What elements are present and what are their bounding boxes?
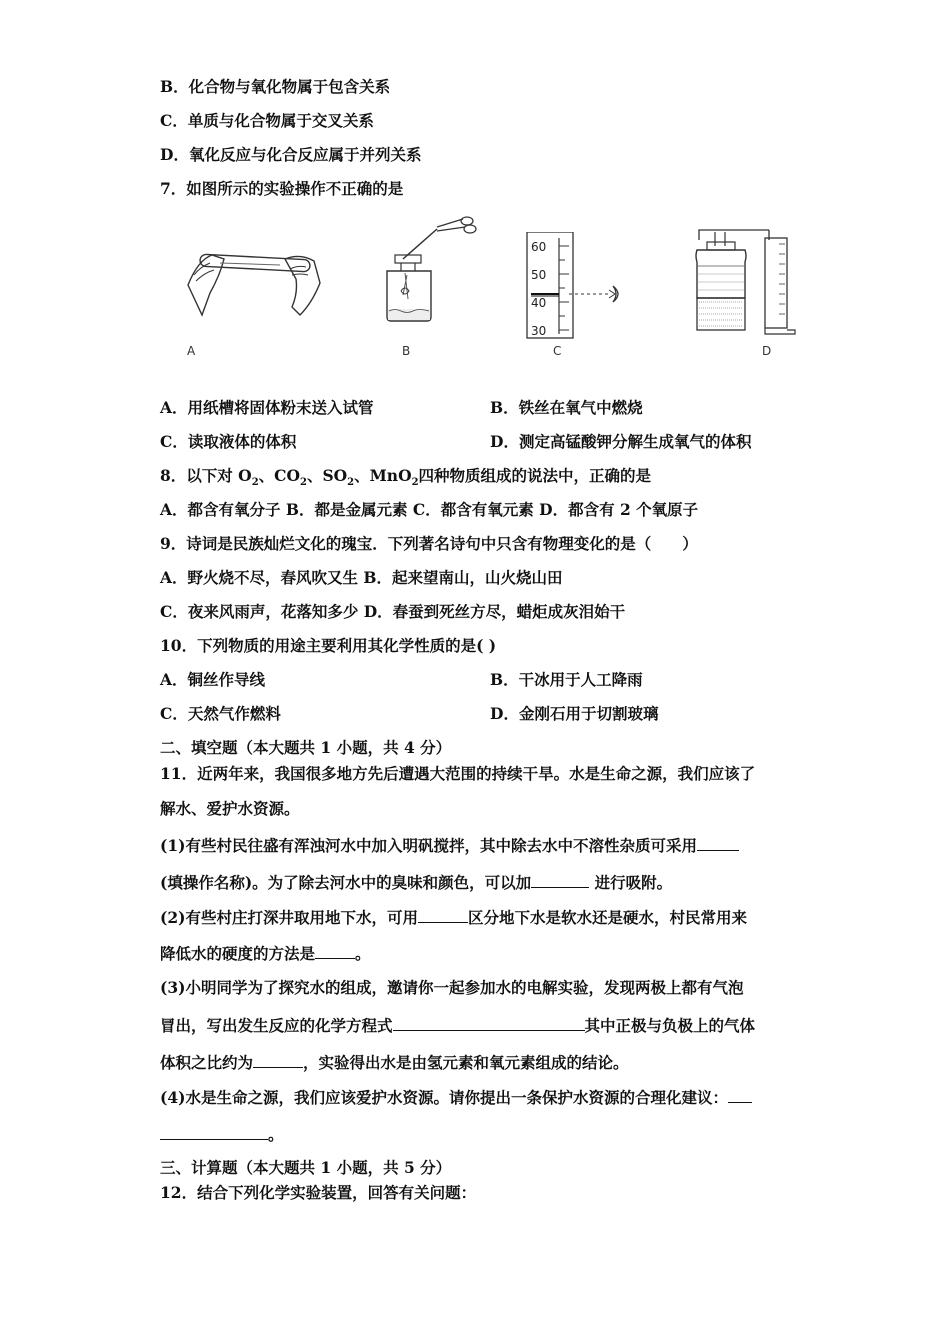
section-2-heading: 二、填空题（本大题共 1 小题，共 4 分） [160, 738, 452, 757]
q9-options-cd: C．夜来风雨声，花落知多少 D．春蚕到死丝方尽，蜡炬成灰泪始干 [160, 602, 626, 621]
q11-part1-line1: (1)有些村民往盛有浑浊河水中加入明矾搅拌，其中除去水中不溶性杂质可采用 [160, 835, 739, 856]
q11-part1-line2: (填操作名称)。为了除去河水中的臭味和颜色，可以加 进行吸附。 [160, 873, 673, 892]
blank-adsorbent[interactable] [531, 872, 589, 888]
q10-option-c: C．天然气作燃料 [160, 704, 281, 723]
blank-softening-method[interactable] [315, 943, 355, 959]
figure-a-paper-trough [180, 215, 330, 335]
q6-option-b: B．化合物与氧化物属于包含关系 [160, 77, 391, 96]
q10-option-b: B．干冰用于人工降雨 [490, 670, 643, 689]
q11-part2-line2: 降低水的硬度的方法是 。 [160, 944, 371, 963]
figure-label-b: B [402, 344, 411, 358]
q8-stem: 8．以下对 $O_2$、$CO_2$、$SO_2$、MnO$_2$四种物质组成的说法中，正确的是 [160, 466, 652, 489]
tick-50: 50 [531, 268, 547, 282]
q6-option-c: C．单质与化合物属于交叉关系 [160, 111, 374, 130]
tick-30: 30 [531, 324, 547, 338]
figure-label-d: D [762, 344, 772, 358]
q7-option-d: D．测定高锰酸钾分解生成氧气的体积 [490, 432, 752, 451]
q10-option-d: D．金刚石用于切割玻璃 [490, 704, 659, 723]
q12-stem: 12．结合下列化学实验装置，回答有关问题： [160, 1183, 477, 1202]
figure-c-graduated-cylinder [525, 232, 635, 342]
tick-40: 40 [531, 296, 547, 310]
q11-stem-line2: 解水、爱护水资源。 [160, 799, 300, 818]
q10-stem: 10．下列物质的用途主要利用其化学性质的是( ) [160, 636, 497, 655]
q11-part3-line3: 体积之比约为 ，实验得出水是由氢元素和氧元素组成的结论。 [160, 1053, 629, 1072]
blank-volume-ratio[interactable] [253, 1052, 303, 1068]
figure-d-gas-volume-apparatus [685, 226, 800, 338]
blank-chemical-equation[interactable] [393, 1015, 585, 1031]
q11-part4-line2: 。 [160, 1124, 284, 1145]
q9-stem: 9．诗词是民族灿烂文化的瑰宝．下列著名诗句中只含有物理变化的是（ ） [160, 534, 698, 553]
q10-option-a: A．铜丝作导线 [160, 670, 266, 689]
figure-label-a: A [187, 344, 196, 358]
q8-options: A．都含有氧分子 B．都是金属元素 C．都含有氧元素 D．都含有 2 个氧原子 [160, 500, 699, 519]
q11-part4-line1: (4)水是生命之源，我们应该爱护水资源。请你提出一条保护水资源的合理化建议： [160, 1087, 752, 1108]
q11-part3-line2: 冒出，写出发生反应的化学方程式 其中正极与负极上的气体 [160, 1016, 756, 1035]
q7-option-b: B．铁丝在氧气中燃烧 [490, 398, 643, 417]
figure-label-c: C [553, 344, 562, 358]
q11-stem-line1: 11．近两年来，我国很多地方先后遭遇大范围的持续干旱。水是生命之源，我们应该了 [160, 764, 756, 783]
q11-part3-line1: (3)小明同学为了探究水的组成，邀请你一起参加水的电解实验，发现两极上都有气泡 [160, 978, 744, 997]
q7-option-a: A．用纸槽将固体粉末送入试管 [160, 398, 374, 417]
q7-stem: 7．如图所示的实验操作不正确的是 [160, 179, 404, 198]
tick-60: 60 [531, 240, 547, 254]
q6-option-d: D．氧化反应与化合反应属于并列关系 [160, 145, 422, 164]
blank-soft-hard-water-test[interactable] [418, 907, 468, 923]
section-3-heading: 三、计算题（本大题共 1 小题，共 5 分） [160, 1158, 452, 1177]
blank-suggestion-end[interactable] [160, 1124, 268, 1140]
q7-option-c: C．读取液体的体积 [160, 432, 297, 451]
blank-suggestion-start[interactable] [728, 1087, 752, 1103]
q11-part2-line1: (2)有些村庄打深井取用地下水，可用 区分地下水是软水还是硬水，村民常用来 [160, 908, 747, 927]
q9-options-ab: A．野火烧不尽，春风吹又生 B．起来望南山，山火烧山田 [160, 568, 563, 587]
blank-operation[interactable] [697, 835, 739, 851]
figure-b-iron-wire-combustion [375, 215, 485, 335]
